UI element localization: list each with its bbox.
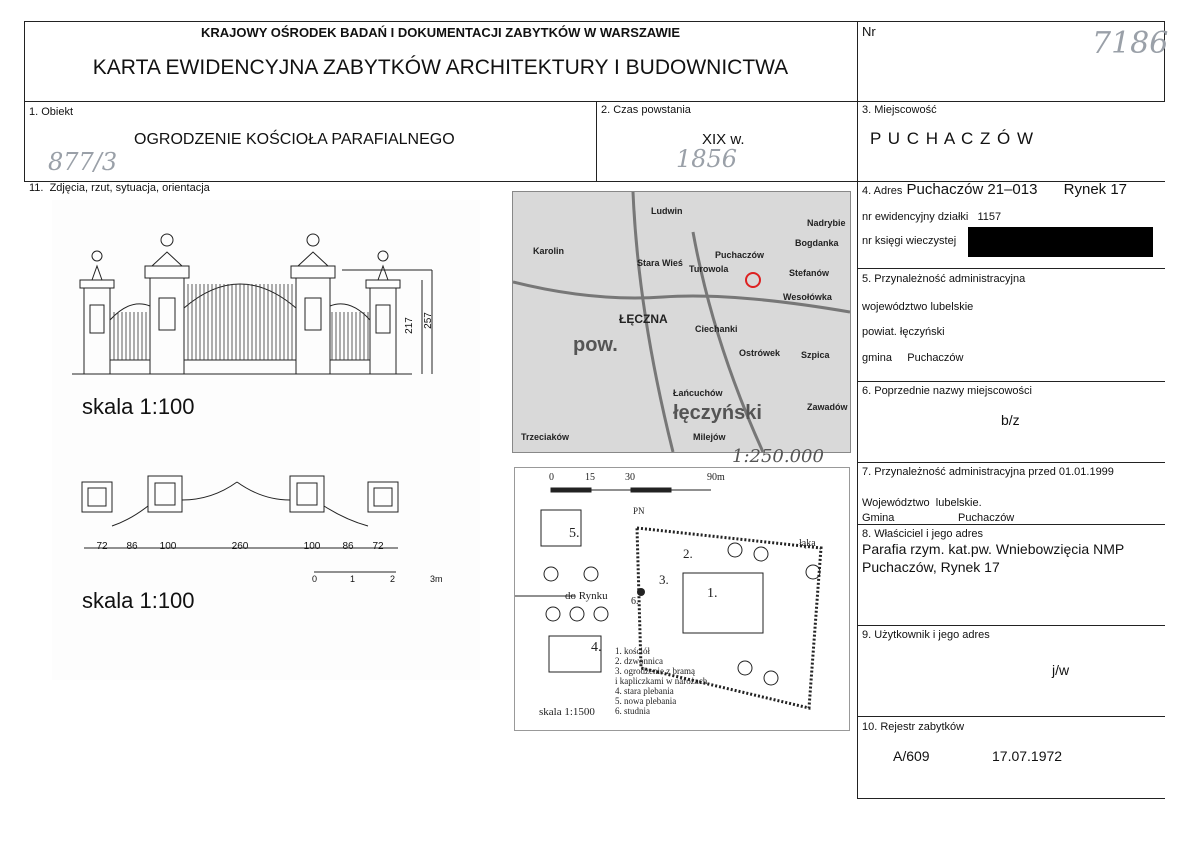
map-label: łęczyński <box>673 402 762 424</box>
czas-label: 2. Czas powstania <box>601 104 691 116</box>
rejestr-date: 17.07.1972 <box>992 748 1063 764</box>
nr-label: Nr <box>862 24 876 39</box>
legend-item: 1. kościół <box>615 646 650 656</box>
przed1999-gmina-label: Gmina <box>862 512 895 524</box>
plan-num-1: 1. <box>707 586 718 601</box>
wlasciciel-line2: Puchaczów, Rynek 17 <box>862 559 1000 575</box>
legend-item: 3. ogrodzenie z bramą <box>615 666 695 676</box>
m-3: 3m <box>430 574 443 584</box>
map-label: Wesołówka <box>783 292 832 302</box>
obiekt-label: 1. Obiekt <box>29 106 74 118</box>
map-scale-handwritten: 1:250.000 <box>732 446 824 467</box>
dim-7: 72 <box>372 541 384 552</box>
dim-5: 100 <box>303 541 321 552</box>
wlasciciel-line1: Parafia rzym. kat.pw. Wniebowzięcia NMP <box>862 541 1125 557</box>
redaction-box <box>968 227 1153 257</box>
legend-item: 6. studnia <box>615 706 650 716</box>
dzialka-label: nr ewidencyjny działki <box>862 211 969 223</box>
plan-dimensions <box>88 541 398 552</box>
przynaleznosc-label: 5. Przynależność administracyjna <box>862 273 1026 285</box>
legend-item: 4. stara plebania <box>615 686 674 696</box>
map-label: Trzeciaków <box>521 432 570 442</box>
plan-num-3: 3. <box>659 572 669 587</box>
miejscowosc-label: 3. Miejscowość <box>862 104 937 116</box>
map-label: pow. <box>573 334 618 356</box>
institution-name: KRAJOWY OŚRODEK BADAŃ I DOKUMENTACJI ZABYTKÓW W WARSZAWIE <box>200 25 681 40</box>
meadow-label: łąka <box>799 538 816 549</box>
pb-2: 30 <box>625 472 635 483</box>
zdjecia-label: 11. Zdjęcia, rzut, sytuacja, orientacja <box>29 182 210 194</box>
map-label: Ciechanki <box>695 324 738 334</box>
map-label: Ostrówek <box>739 348 781 358</box>
rejestr-label: 10. Rejestr zabytków <box>862 721 965 733</box>
map-label: Nadrybie <box>807 218 846 228</box>
map-label: Stefanów <box>789 268 830 278</box>
czas-value: XIX w. <box>702 131 745 148</box>
dzialka-row <box>862 211 1001 223</box>
obiekt-handwritten: 877/3 <box>48 148 118 176</box>
plan-num-4: 4. <box>591 640 602 655</box>
nr-handwritten: 7186 <box>1092 26 1169 61</box>
adres-label: 4. Adres <box>862 185 903 197</box>
dim-1: 72 <box>96 541 108 552</box>
map-label: Milejów <box>693 432 726 442</box>
wlasc-bottom <box>857 625 1165 626</box>
legend-item: i kapliczkami w narożach <box>615 676 708 686</box>
scale-label-2: skala 1:100 <box>82 588 195 613</box>
plan-num-6: 6. <box>631 596 639 607</box>
dim-3: 100 <box>159 541 177 552</box>
poprzednie-label: 6. Poprzednie nazwy miejscowości <box>862 385 1032 397</box>
adres-row <box>862 181 1127 198</box>
dim-257: 257 <box>422 312 434 329</box>
przed1999-label: 7. Przynależność administracyjna przed 01.01.1999 <box>862 466 1114 478</box>
fence-drawing <box>52 200 480 680</box>
uzyt-bottom <box>857 716 1165 717</box>
miejscowosc-value: P U C H A C Z Ó W <box>870 129 1035 148</box>
poprzednie-bottom <box>857 462 1165 463</box>
legend-item: 5. nowa plebania <box>615 696 677 706</box>
site-plan <box>514 467 850 731</box>
adres-value: Puchaczów 21–013 <box>906 181 1038 198</box>
rejestr-bottom <box>857 798 1165 799</box>
map-label: Szpica <box>801 350 830 360</box>
map-label: Stara Wieś <box>637 258 683 268</box>
scale-label-1: skala 1:100 <box>82 394 195 419</box>
plan-num-5: 5. <box>569 526 580 541</box>
to-market-label: do Rynku <box>565 590 608 602</box>
adres-bottom <box>857 268 1165 269</box>
map-label: Ludwin <box>651 206 683 216</box>
header-divider <box>24 101 1165 102</box>
map-label: Puchaczów <box>715 250 765 260</box>
m-2: 2 <box>390 574 396 584</box>
dim-4: 260 <box>231 541 249 552</box>
czas-handwritten: 1856 <box>676 145 738 173</box>
map-label: Łańcuchów <box>673 388 723 398</box>
nr-divider <box>857 21 858 799</box>
obiekt-value: OGRODZENIE KOŚCIOŁA PARAFIALNEGO <box>134 131 455 148</box>
plan-num-2: 2. <box>683 546 693 561</box>
map-label: Karolin <box>533 246 565 256</box>
wlasciciel-label: 8. Właściciel i jego adres <box>862 528 984 540</box>
przed-bottom <box>857 524 1165 525</box>
pb-0: 0 <box>549 472 554 483</box>
poprzednie-value: b/z <box>1001 412 1020 428</box>
przynaleznosc-powiat: powiat. łęczyński <box>862 326 945 338</box>
location-map <box>512 191 851 453</box>
plan-legend <box>615 646 707 716</box>
dim-2: 86 <box>126 541 138 552</box>
north-label: PN <box>633 506 645 516</box>
uzytkownik-label: 9. Użytkownik i jego adres <box>862 629 990 641</box>
obiekt-divider <box>596 101 597 181</box>
dim-217: 217 <box>403 317 415 334</box>
map-label: Turowola <box>689 264 729 274</box>
card-title: KARTA EWIDENCYJNA ZABYTKÓW ARCHITEKTURY I BUDOWNICTWA <box>92 56 789 79</box>
adres-street: Rynek 17 <box>1063 181 1128 198</box>
m-1: 1 <box>350 574 356 584</box>
frame-top <box>24 21 1165 22</box>
uzytkownik-value: j/w <box>1052 662 1070 678</box>
dzialka-value: 1157 <box>977 211 1002 223</box>
pb-3: 90m <box>707 472 725 483</box>
przynal-bottom <box>857 381 1165 382</box>
map-label: Zawadów <box>807 402 848 412</box>
ksiega-label: nr księgi wieczystej <box>862 235 957 247</box>
map-label: ŁĘCZNA <box>619 312 668 326</box>
przed1999-gmina-value: Puchaczów <box>958 512 1015 524</box>
przynaleznosc-gmina: gmina Puchaczów <box>862 352 964 364</box>
m-0: 0 <box>312 574 318 584</box>
map-label: Bogdanka <box>795 238 839 248</box>
przynaleznosc-woj: województwo lubelskie <box>862 301 974 313</box>
pb-1: 15 <box>585 472 595 483</box>
plan-scale-label: skala 1:1500 <box>539 706 595 718</box>
legend-item: 2. dzwonnica <box>615 656 663 666</box>
rejestr-number: A/609 <box>893 748 930 764</box>
przed1999-woj: Województwo lubelskie. <box>862 497 982 509</box>
dim-6: 86 <box>342 541 354 552</box>
